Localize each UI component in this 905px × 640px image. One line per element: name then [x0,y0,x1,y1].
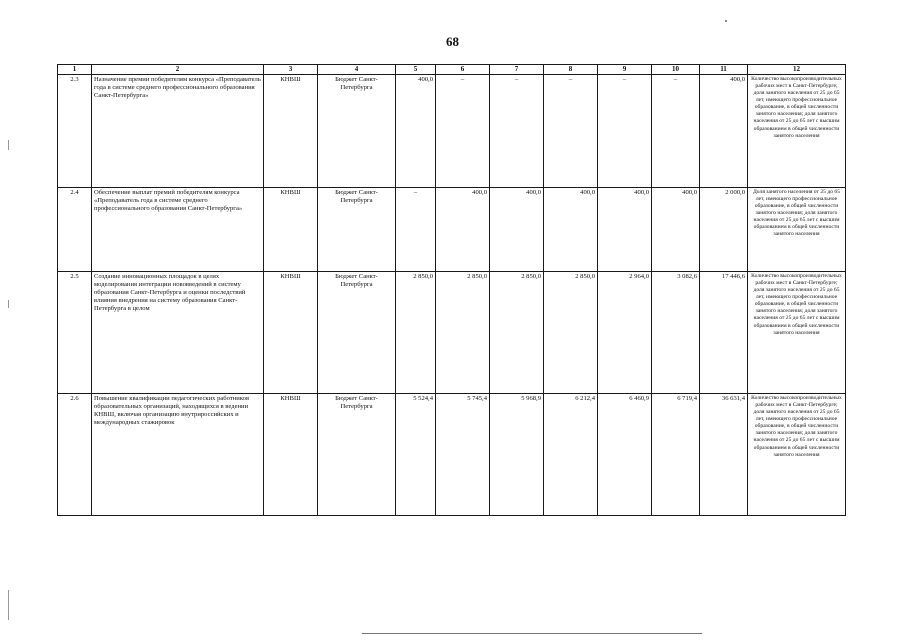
bottom-rule [362,633,702,634]
total-cell: 2 000,0 [700,187,748,271]
value-cell: 6 212,4 [544,393,598,515]
page-number: 68 [446,34,459,49]
value-cell: 3 082,6 [652,271,700,393]
column-header: 5 [396,65,436,75]
scan-artifact [8,590,9,620]
scan-artifact [725,20,727,22]
activity-name: Обеспечение выплат премий победителям конкурса «Преподаватель года в системе среднего профессионального образования Санкт-Петербурга» [92,187,264,271]
row-number: 2.4 [58,187,92,271]
activity-name: Повышение квалификации педагогических работников образовательных организаций, находящихся в ведении КНВШ, включая организацию внутрироссийских и международных стажировок [92,393,264,515]
table-row [58,187,846,271]
executor-cell: КНВШ [264,271,318,393]
column-header: 1 [58,65,92,75]
indicator-cell: Количество высокопроизводительных рабочих мест в Санкт-Петербурге; доля занятого населения от 25 до 65 лет, имеющего профессиональное образование, в общей численности занятого населения; доля занятого населения от 25 до 65 лет с высшим образованием в общей численности занятого населения [748,74,846,187]
value-cell: 2 850,0 [436,271,490,393]
value-cell: 2 850,0 [396,271,436,393]
value-cell: 2 850,0 [490,271,544,393]
indicator-cell: Доля занятого населения от 25 до 65 лет, имеющего профессиональное образование, в общей численности занятого населения; доля занятого населения от 25 до 65 лет с высшим образованием в общей численности занятого населения [748,187,846,271]
value-cell: – [544,74,598,187]
activity-name: Назначение премии победителям конкурса «Преподаватель года в системе среднего профессионального образования Санкт-Петербурга» [92,74,264,187]
total-cell: 36 631,4 [700,393,748,515]
value-cell: 400,0 [436,187,490,271]
value-cell: 400,0 [652,187,700,271]
program-activities-table [57,64,846,516]
value-cell: – [598,74,652,187]
column-header: 10 [652,65,700,75]
column-header: 3 [264,65,318,75]
value-cell: – [652,74,700,187]
value-cell: 6 460,9 [598,393,652,515]
executor-cell: КНВШ [264,187,318,271]
value-cell: 400,0 [544,187,598,271]
table-row [58,74,846,187]
column-header: 2 [92,65,264,75]
scan-artifact [8,300,9,308]
value-cell: 400,0 [598,187,652,271]
column-header: 7 [490,65,544,75]
column-header: 8 [544,65,598,75]
indicator-cell: Количество высокопроизводительных рабочих мест в Санкт-Петербурге; доля занятого населения от 25 до 65 лет, имеющего профессиональное образование, в общей численности занятого населения; доля занятого населения от 25 до 65 лет с высшим образованием в общей численности занятого населения [748,393,846,515]
activity-name: Создание инновационных площадок в целях моделирования интеграции нововведений в систему образования Санкт-Петербурга и оценки последствий влияния внедрения на систему образования Санкт-Петербурга в целом [92,271,264,393]
funding-source-cell: Бюджет Санкт-Петербурга [318,187,396,271]
funding-source-cell: Бюджет Санкт-Петербурга [318,393,396,515]
total-cell: 17 446,6 [700,271,748,393]
value-cell: 5 968,9 [490,393,544,515]
scan-artifact [8,140,9,150]
table-row [58,393,846,515]
value-cell: 6 719,4 [652,393,700,515]
column-header: 9 [598,65,652,75]
table-row [58,271,846,393]
column-header: 4 [318,65,396,75]
value-cell: – [436,74,490,187]
funding-source-cell: Бюджет Санкт-Петербурга [318,271,396,393]
value-cell: 400,0 [490,187,544,271]
total-cell: 400,0 [700,74,748,187]
row-number: 2.5 [58,271,92,393]
value-cell: – [396,187,436,271]
row-number: 2.6 [58,393,92,515]
column-header: 6 [436,65,490,75]
row-number: 2.3 [58,74,92,187]
funding-source-cell: Бюджет Санкт-Петербурга [318,74,396,187]
executor-cell: КНВШ [264,74,318,187]
column-header: 11 [700,65,748,75]
value-cell: – [490,74,544,187]
column-number-row [58,65,846,75]
indicator-cell: Количество высокопроизводительных рабочих мест в Санкт-Петербурге; доля занятого населения от 25 до 65 лет, имеющего профессиональное образование, в общей численности занятого населения; доля занятого населения от 25 до 65 лет с высшим образованием в общей численности занятого населения [748,271,846,393]
value-cell: 5 745,4 [436,393,490,515]
value-cell: 2 850,0 [544,271,598,393]
value-cell: 5 524,4 [396,393,436,515]
value-cell: 400,0 [396,74,436,187]
column-header: 12 [748,65,846,75]
executor-cell: КНВШ [264,393,318,515]
value-cell: 2 964,0 [598,271,652,393]
